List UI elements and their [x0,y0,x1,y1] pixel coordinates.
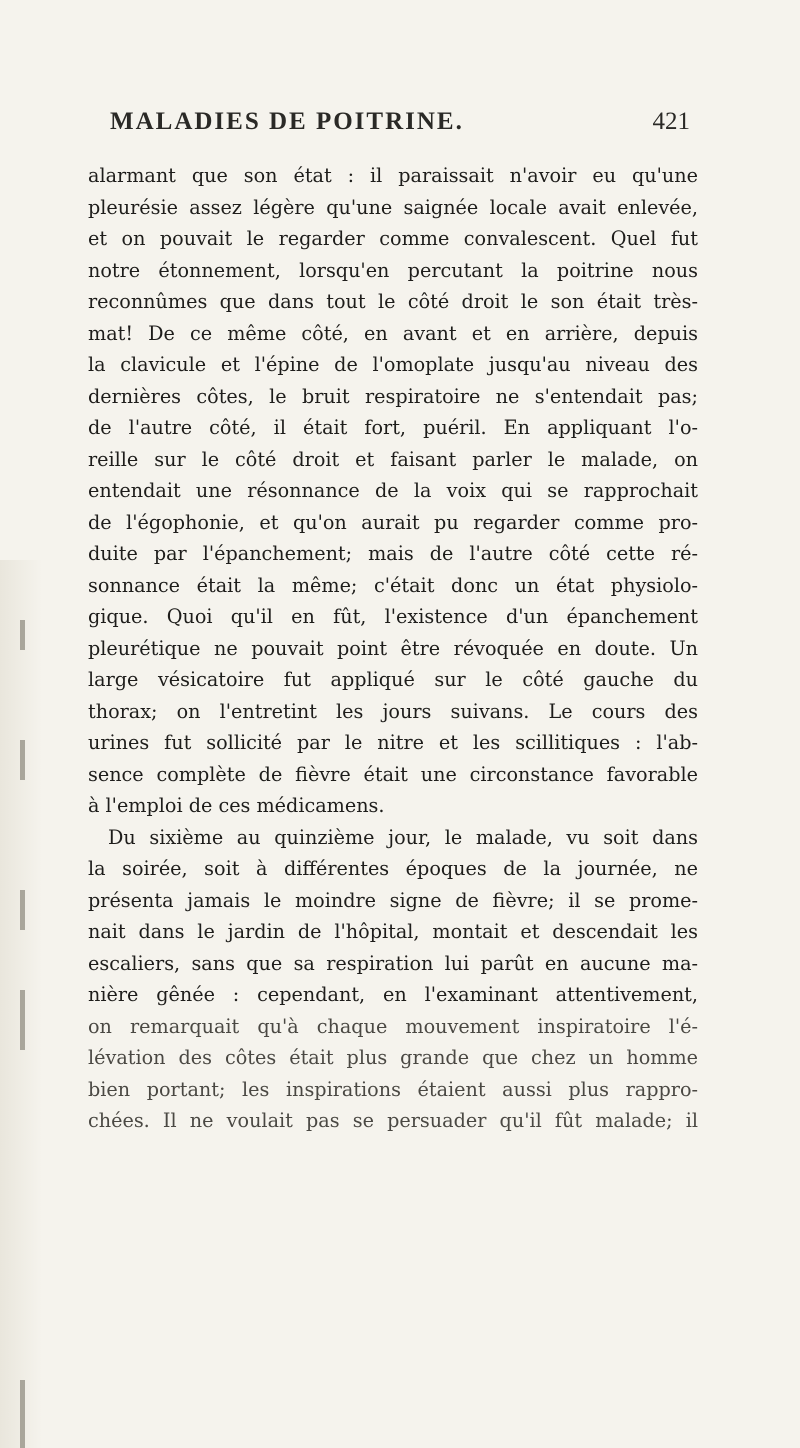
gutter-mark [20,990,25,1050]
gutter-mark [20,1380,25,1448]
text-line: chées. Il ne voulait pas se persuader qu'il fût malade; il [88,1109,698,1132]
text-line: lévation des côtes était plus grande que chez un homme [88,1046,698,1069]
text-line: urines fut sollicité par le nitre et les scillitiques : l'ab- [88,731,698,754]
text-line: reconnûmes que dans tout le côté droit le son était très- [88,290,698,313]
paragraph-start-line: Du sixième au quinzième jour, le malade, vu soit dans [108,825,698,849]
text-line: gique. Quoi qu'il en fût, l'existence d'un épanchement [88,605,698,628]
text-line: duite par l'épanchement; mais de l'autre côté cette ré- [88,542,698,565]
text-line: alarmant que son état : il paraissait n'avoir eu qu'une [88,164,698,187]
text-line: la clavicule et l'épine de l'omoplate jusqu'au niveau des [88,353,698,376]
text-line: large vésicatoire fut appliqué sur le côté gauche du [88,668,698,691]
text-line: de l'autre côté, il était fort, puéril. En appliquant l'o- [88,416,698,439]
text-line: la soirée, soit à différentes époques de la journée, ne [88,857,698,880]
text-line: mat! De ce même côté, en avant et en arrière, depuis [88,321,698,345]
text-line: sonnance était la même; c'était donc un état physiolo- [88,573,698,597]
text-line: on remarquait qu'à chaque mouvement inspiratoire l'é- [88,1014,698,1038]
text-line: bien portant; les inspirations étaient aussi plus rappro- [88,1077,698,1101]
text-line: nière gênée : cependant, en l'examinant attentivement, [88,983,698,1006]
page-header [110,108,690,144]
paragraph-end-line: à l'emploi de ces médicamens. [88,794,385,817]
text-line: dernières côtes, le bruit respiratoire ne s'entendait pas; [88,384,698,408]
text-line: de l'égophonie, et qu'on aurait pu regarder comme pro- [88,510,698,534]
body-text [88,160,698,1137]
gutter-mark [20,740,25,780]
text-line: pleurétique ne pouvait point être révoquée en doute. Un [88,636,698,660]
text-line: pleurésie assez légère qu'une saignée locale avait enlevée, [88,195,698,219]
text-line: sence complète de fièvre était une circonstance favorable [88,762,698,786]
text-line: thorax; on l'entretint les jours suivans. Le cours des [88,699,698,723]
text-line: escaliers, sans que sa respiration lui parût en aucune ma- [88,951,698,975]
text-line: notre étonnement, lorsqu'en percutant la poitrine nous [88,258,698,282]
text-line: et on pouvait le regarder comme convalescent. Quel fut [88,227,698,250]
text-line: entendait une résonnance de la voix qui se rapprochait [88,479,698,502]
text-line: présenta jamais le moindre signe de fièvre; il se prome- [88,888,698,912]
running-title: MALADIES DE POITRINE. [110,108,464,135]
text-line: reille sur le côté droit et faisant parler le malade, on [88,447,698,471]
page-number: 421 [652,108,690,135]
gutter-mark [20,620,25,650]
gutter-mark [20,890,25,930]
page-gutter-shadow [0,560,42,1448]
text-line: nait dans le jardin de l'hôpital, montait et descendait les [88,920,698,943]
